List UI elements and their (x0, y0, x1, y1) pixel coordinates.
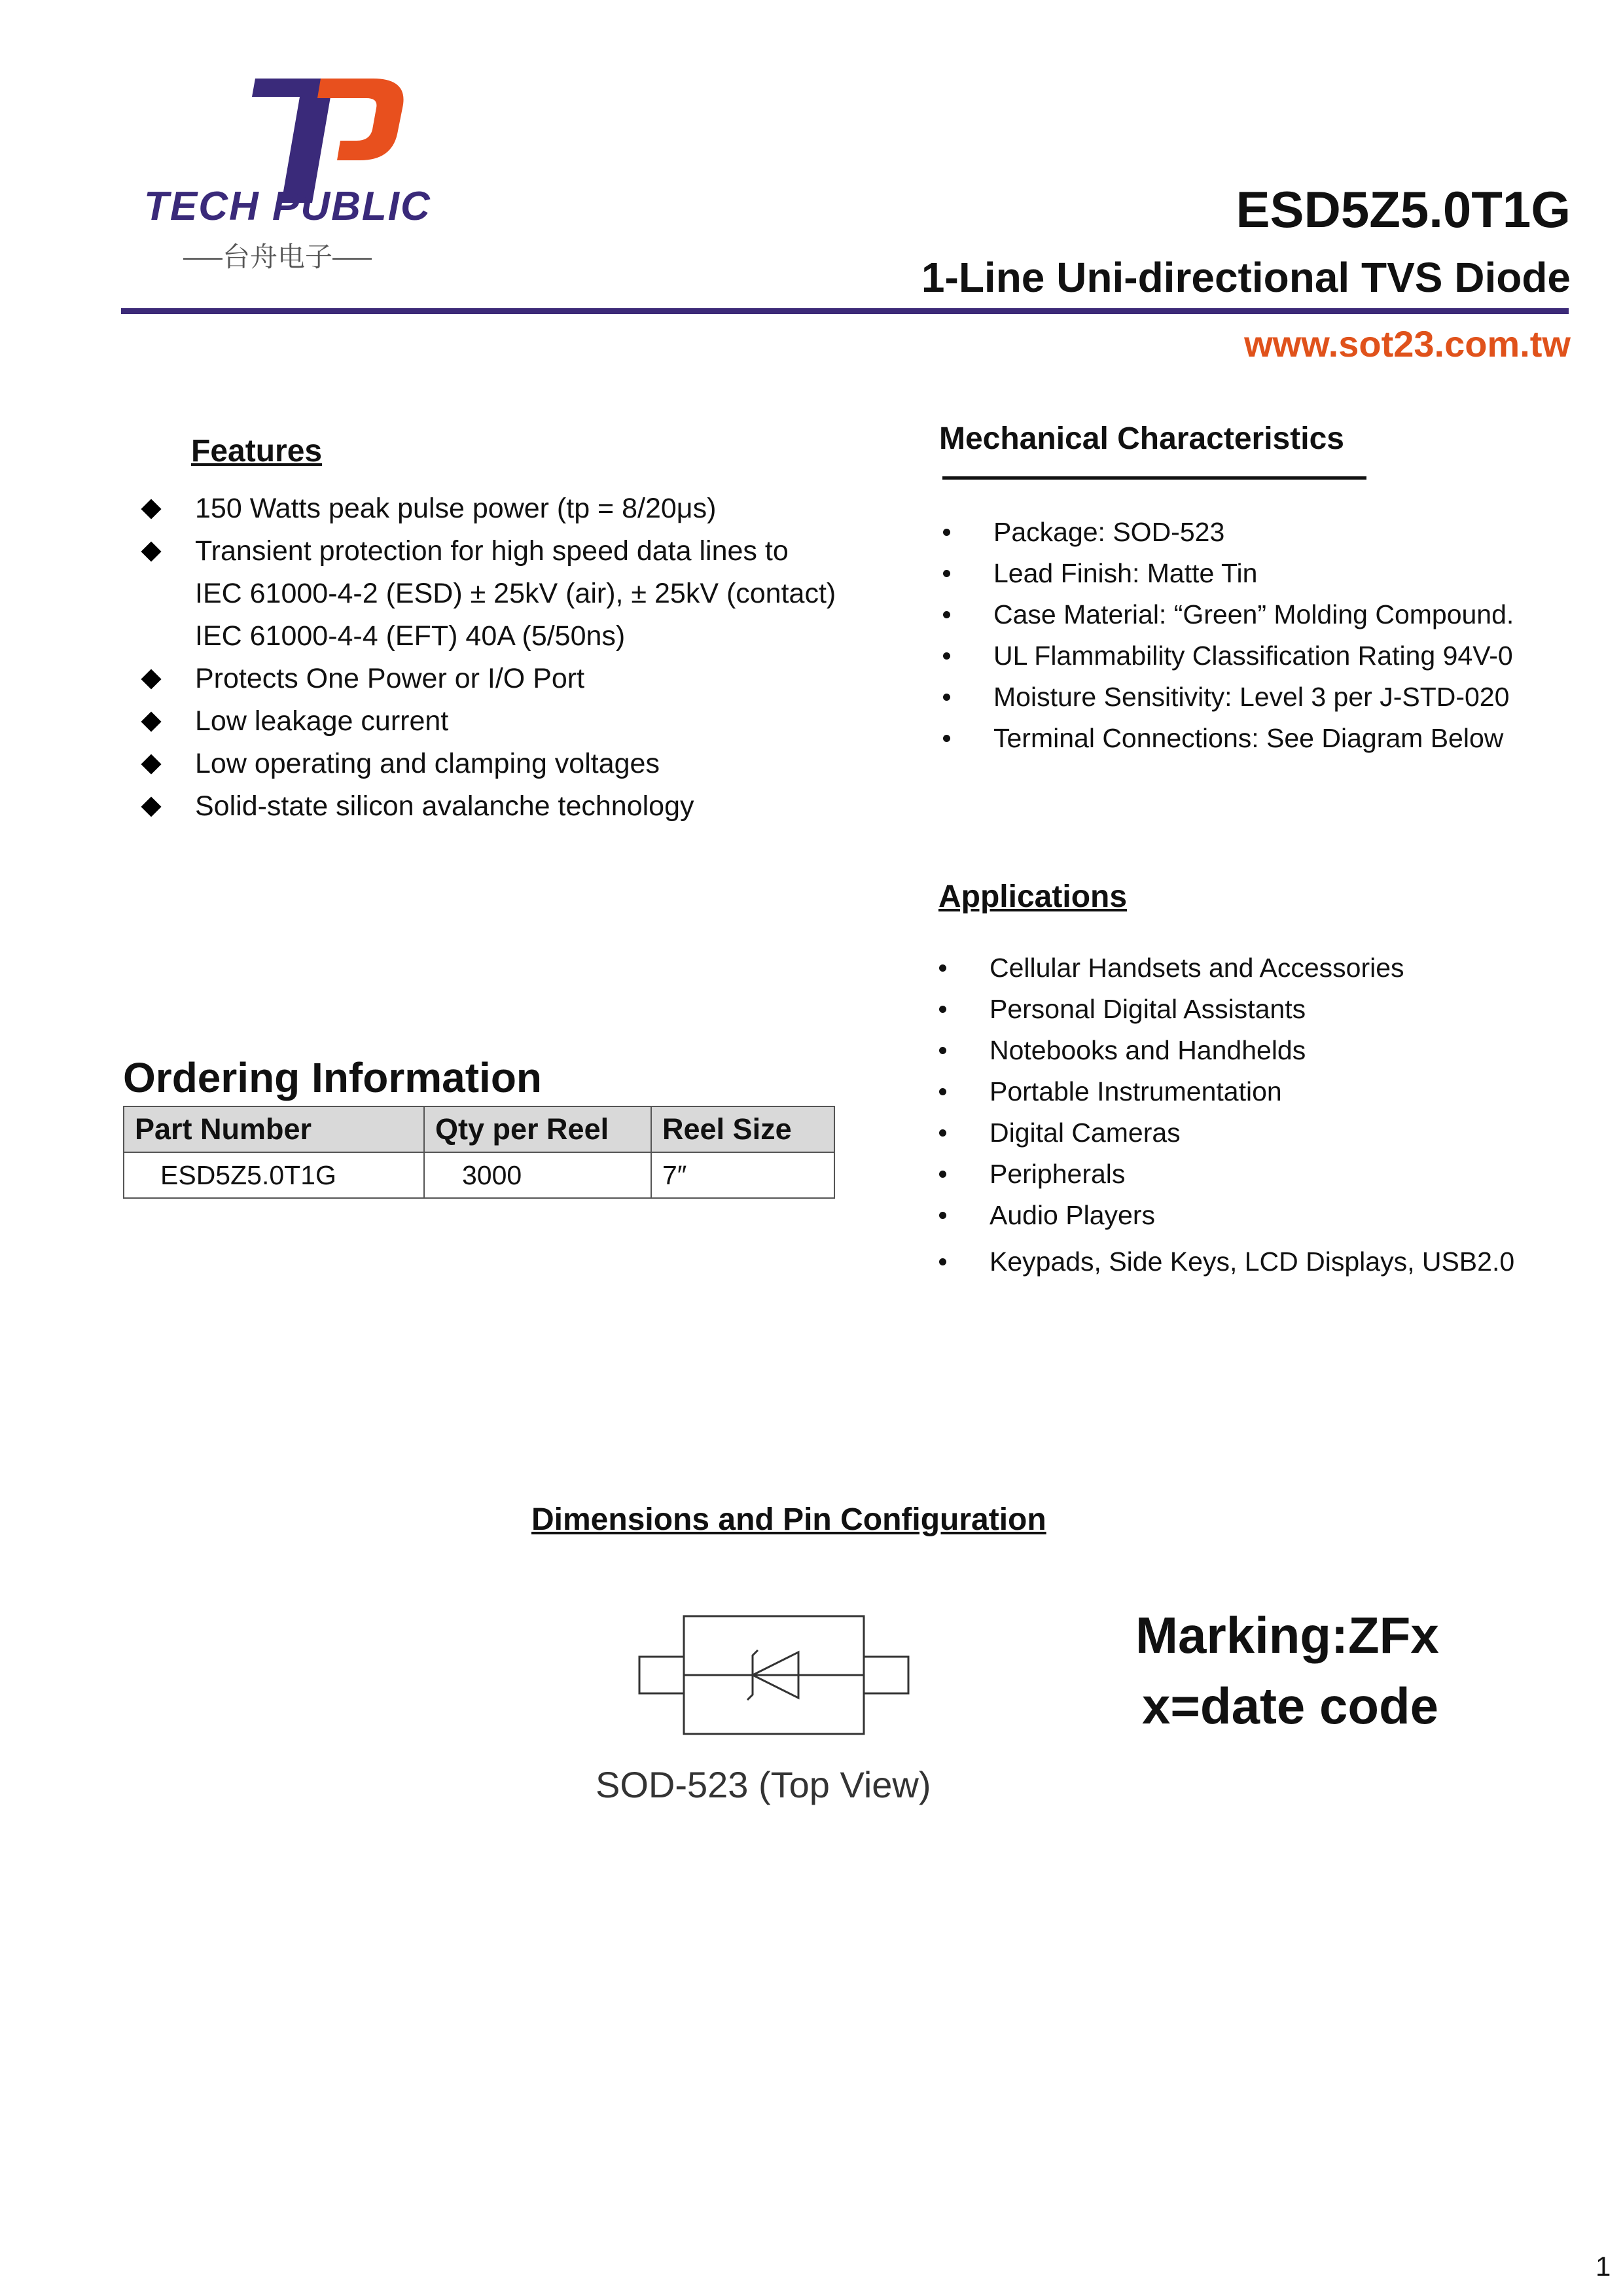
bullet-icon (939, 1047, 946, 1054)
mechanical-list (941, 512, 1514, 759)
list-item: Peripherals (937, 1154, 1514, 1195)
list-item: IEC 61000-4-4 (EFT) 40A (5/50ns) (195, 620, 626, 652)
mechanical-heading: Mechanical Characteristics (939, 421, 1344, 456)
list-item: Personal Digital Assistants (937, 989, 1514, 1030)
table-cell: 7″ (651, 1152, 834, 1198)
list-item: 150 Watts peak pulse power (tp = 8/20μs) (134, 487, 906, 530)
table-cell: 3000 (424, 1152, 651, 1198)
features-list (134, 487, 906, 828)
website-link[interactable]: www.sot23.com.tw (1244, 323, 1571, 364)
list-item: Transient protection for high speed data lines to (134, 530, 906, 573)
bullet-icon (939, 1212, 946, 1219)
diamond-bullet-icon (141, 711, 161, 732)
page-number: 1 (1596, 2251, 1611, 2282)
bullet-icon (939, 1129, 946, 1137)
ordering-table (123, 1106, 835, 1199)
table-cell: ESD5Z5.0T1G (124, 1152, 424, 1198)
marking-line: Marking:ZFx (1135, 1606, 1439, 1664)
bullet-icon (939, 964, 946, 972)
bullet-icon (939, 1258, 946, 1265)
list-item: Notebooks and Handhelds (937, 1030, 1514, 1071)
brand-chinese-name: 台舟电子 (183, 236, 372, 275)
dimensions-heading: Dimensions and Pin Configuration (531, 1502, 1046, 1537)
table-header-row (124, 1106, 834, 1152)
list-item: Moisture Sensitivity: Level 3 per J-STD-020 (941, 677, 1514, 718)
list-item: IEC 61000-4-2 (ESD) ± 25kV (air), ± 25kV (contact) (195, 578, 836, 609)
list-item: Audio Players (937, 1195, 1514, 1236)
applications-list (937, 947, 1514, 1282)
diamond-bullet-icon (141, 796, 161, 817)
column-header: Reel Size (651, 1106, 834, 1152)
bullet-icon (943, 694, 950, 701)
list-item: Case Material: “Green” Molding Compound. (941, 594, 1514, 635)
list-item: Low leakage current (134, 700, 906, 743)
column-header: Part Number (124, 1106, 424, 1152)
list-item: Keypads, Side Keys, LCD Displays, USB2.0 (937, 1241, 1514, 1282)
bullet-icon (943, 611, 950, 618)
list-item: Solid-state silicon avalanche technology (134, 785, 906, 828)
list-item: Terminal Connections: See Diagram Below (941, 718, 1514, 759)
part-description: 1-Line Uni-directional TVS Diode (921, 254, 1571, 301)
bullet-icon (943, 652, 950, 660)
bullet-icon (939, 1088, 946, 1095)
list-item: Cellular Handsets and Accessories (937, 947, 1514, 989)
list-item: Protects One Power or I/O Port (134, 658, 906, 700)
list-item: Lead Finish: Matte Tin (941, 553, 1514, 594)
right-lead (864, 1657, 908, 1693)
package-caption: SOD-523 (Top View) (596, 1764, 931, 1805)
diamond-bullet-icon (141, 754, 161, 774)
column-header: Qty per Reel (424, 1106, 651, 1152)
table-row (124, 1152, 834, 1198)
diamond-bullet-icon (141, 669, 161, 689)
list-item: Portable Instrumentation (937, 1071, 1514, 1112)
ordering-heading: Ordering Information (123, 1054, 542, 1101)
sod523-package-diagram (635, 1610, 910, 1740)
list-item: Low operating and clamping voltages (134, 743, 906, 785)
left-lead (639, 1657, 684, 1693)
header-divider (121, 308, 1569, 314)
features-heading: Features (191, 434, 323, 468)
applications-heading: Applications (938, 879, 1128, 914)
bullet-icon (943, 570, 950, 577)
date-code-line: x=date code (1142, 1677, 1439, 1735)
marking-info (1135, 1600, 1439, 1741)
bullet-icon (943, 529, 950, 536)
mechanical-heading-rule (942, 476, 1366, 480)
part-number-title: ESD5Z5.0T1G (1236, 181, 1571, 238)
bullet-icon (939, 1006, 946, 1013)
list-item: Digital Cameras (937, 1112, 1514, 1154)
bullet-icon (939, 1171, 946, 1178)
list-item: UL Flammability Classification Rating 94V-0 (941, 635, 1514, 677)
bullet-icon (943, 735, 950, 742)
brand-name: TECH PUBLIC (144, 184, 431, 229)
diamond-bullet-icon (141, 499, 161, 519)
diamond-bullet-icon (141, 541, 161, 561)
list-item: Package: SOD-523 (941, 512, 1514, 553)
